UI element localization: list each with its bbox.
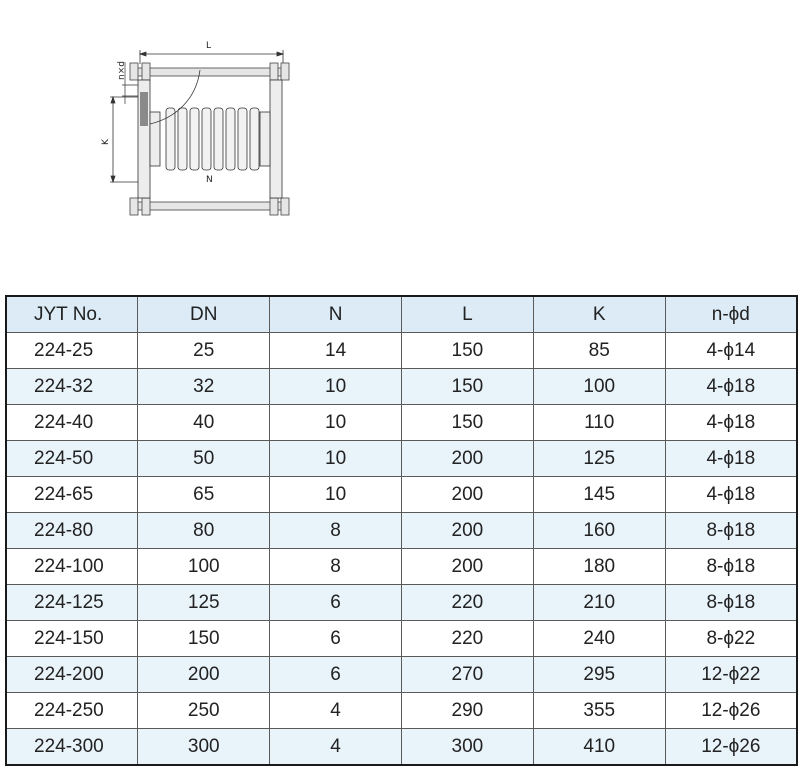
flange-section-hatch	[140, 92, 148, 126]
table-cell: 224-32	[6, 369, 138, 405]
dimension-k-label: K	[101, 139, 111, 145]
table-cell: 65	[138, 477, 270, 513]
header-l: L	[401, 296, 533, 333]
table-cell: 4-ϕ18	[665, 405, 797, 441]
table-cell: 200	[401, 477, 533, 513]
table-cell: 224-200	[6, 657, 138, 693]
header-n: N	[270, 296, 402, 333]
table-cell: 4-ϕ14	[665, 333, 797, 369]
table-cell: 200	[401, 513, 533, 549]
table-cell: 40	[138, 405, 270, 441]
table-cell: 240	[533, 621, 665, 657]
table-cell: 290	[401, 693, 533, 729]
table-row	[6, 477, 797, 513]
table-cell: 224-250	[6, 693, 138, 729]
header-row	[6, 296, 797, 333]
table-cell: 220	[401, 585, 533, 621]
table-cell: 150	[138, 621, 270, 657]
dimension-nd-label: n×d	[117, 61, 127, 80]
table-row	[6, 405, 797, 441]
table-cell: 10	[270, 405, 402, 441]
table-cell: 210	[533, 585, 665, 621]
table-cell: 25	[138, 333, 270, 369]
table-cell: 200	[401, 549, 533, 585]
spec-table	[5, 295, 798, 766]
table-cell: 224-300	[6, 729, 138, 766]
table-cell: 6	[270, 585, 402, 621]
table-row	[6, 549, 797, 585]
table-cell: 8-ϕ18	[665, 513, 797, 549]
table-cell: 270	[401, 657, 533, 693]
header-dn: DN	[138, 296, 270, 333]
table-cell: 224-100	[6, 549, 138, 585]
table-row	[6, 369, 797, 405]
table-cell: 32	[138, 369, 270, 405]
table-cell: 295	[533, 657, 665, 693]
table-cell: 150	[401, 369, 533, 405]
table-cell: 224-25	[6, 333, 138, 369]
table-row	[6, 585, 797, 621]
table-row	[6, 333, 797, 369]
header-n-d: n-ϕd	[665, 296, 797, 333]
table-cell: 224-40	[6, 405, 138, 441]
table-row	[6, 657, 797, 693]
table-cell: 200	[401, 441, 533, 477]
table-row	[6, 513, 797, 549]
dimension-l-label: L	[206, 41, 212, 51]
table-cell: 8	[270, 549, 402, 585]
table-cell: 4-ϕ18	[665, 477, 797, 513]
table-cell: 410	[533, 729, 665, 766]
table-cell: 10	[270, 441, 402, 477]
table-cell: 250	[138, 693, 270, 729]
table-cell: 160	[533, 513, 665, 549]
table-cell: 125	[138, 585, 270, 621]
table-cell: 12-ϕ22	[665, 657, 797, 693]
table-row	[6, 621, 797, 657]
table-cell: 100	[533, 369, 665, 405]
table-cell: 10	[270, 477, 402, 513]
table-row	[6, 693, 797, 729]
table-cell: 4	[270, 729, 402, 766]
table-cell: 4-ϕ18	[665, 369, 797, 405]
table-cell: 6	[270, 621, 402, 657]
table-cell: 200	[138, 657, 270, 693]
table-cell: 14	[270, 333, 402, 369]
table-cell: 8-ϕ22	[665, 621, 797, 657]
table-cell: 224-80	[6, 513, 138, 549]
table-cell: 6	[270, 657, 402, 693]
table-cell: 125	[533, 441, 665, 477]
table-cell: 8-ϕ18	[665, 549, 797, 585]
table-cell: 300	[401, 729, 533, 766]
table-cell: 355	[533, 693, 665, 729]
table-row	[6, 729, 797, 766]
table-cell: 220	[401, 621, 533, 657]
dimension-l	[140, 50, 283, 64]
table-cell: 110	[533, 405, 665, 441]
table-cell: 100	[138, 549, 270, 585]
header-k: K	[533, 296, 665, 333]
table-cell: 224-150	[6, 621, 138, 657]
table-cell: 10	[270, 369, 402, 405]
table-cell: 12-ϕ26	[665, 693, 797, 729]
table-cell: 150	[401, 405, 533, 441]
bellows	[166, 108, 259, 170]
table-cell: 180	[533, 549, 665, 585]
table-cell: 150	[401, 333, 533, 369]
bellows-n-label: N	[206, 175, 213, 185]
table-cell: 145	[533, 477, 665, 513]
table-cell: 8-ϕ18	[665, 585, 797, 621]
table-cell: 224-65	[6, 477, 138, 513]
table-cell: 300	[138, 729, 270, 766]
expansion-joint-drawing	[0, 0, 800, 260]
table-cell: 8	[270, 513, 402, 549]
table-cell: 4-ϕ18	[665, 441, 797, 477]
table-cell: 4	[270, 693, 402, 729]
table-cell: 85	[533, 333, 665, 369]
table-cell: 80	[138, 513, 270, 549]
table-row	[6, 441, 797, 477]
table-cell: 224-50	[6, 441, 138, 477]
header-jyt-no: JYT No.	[6, 296, 138, 333]
table-cell: 12-ϕ26	[665, 729, 797, 766]
table-cell: 224-125	[6, 585, 138, 621]
table-cell: 50	[138, 441, 270, 477]
